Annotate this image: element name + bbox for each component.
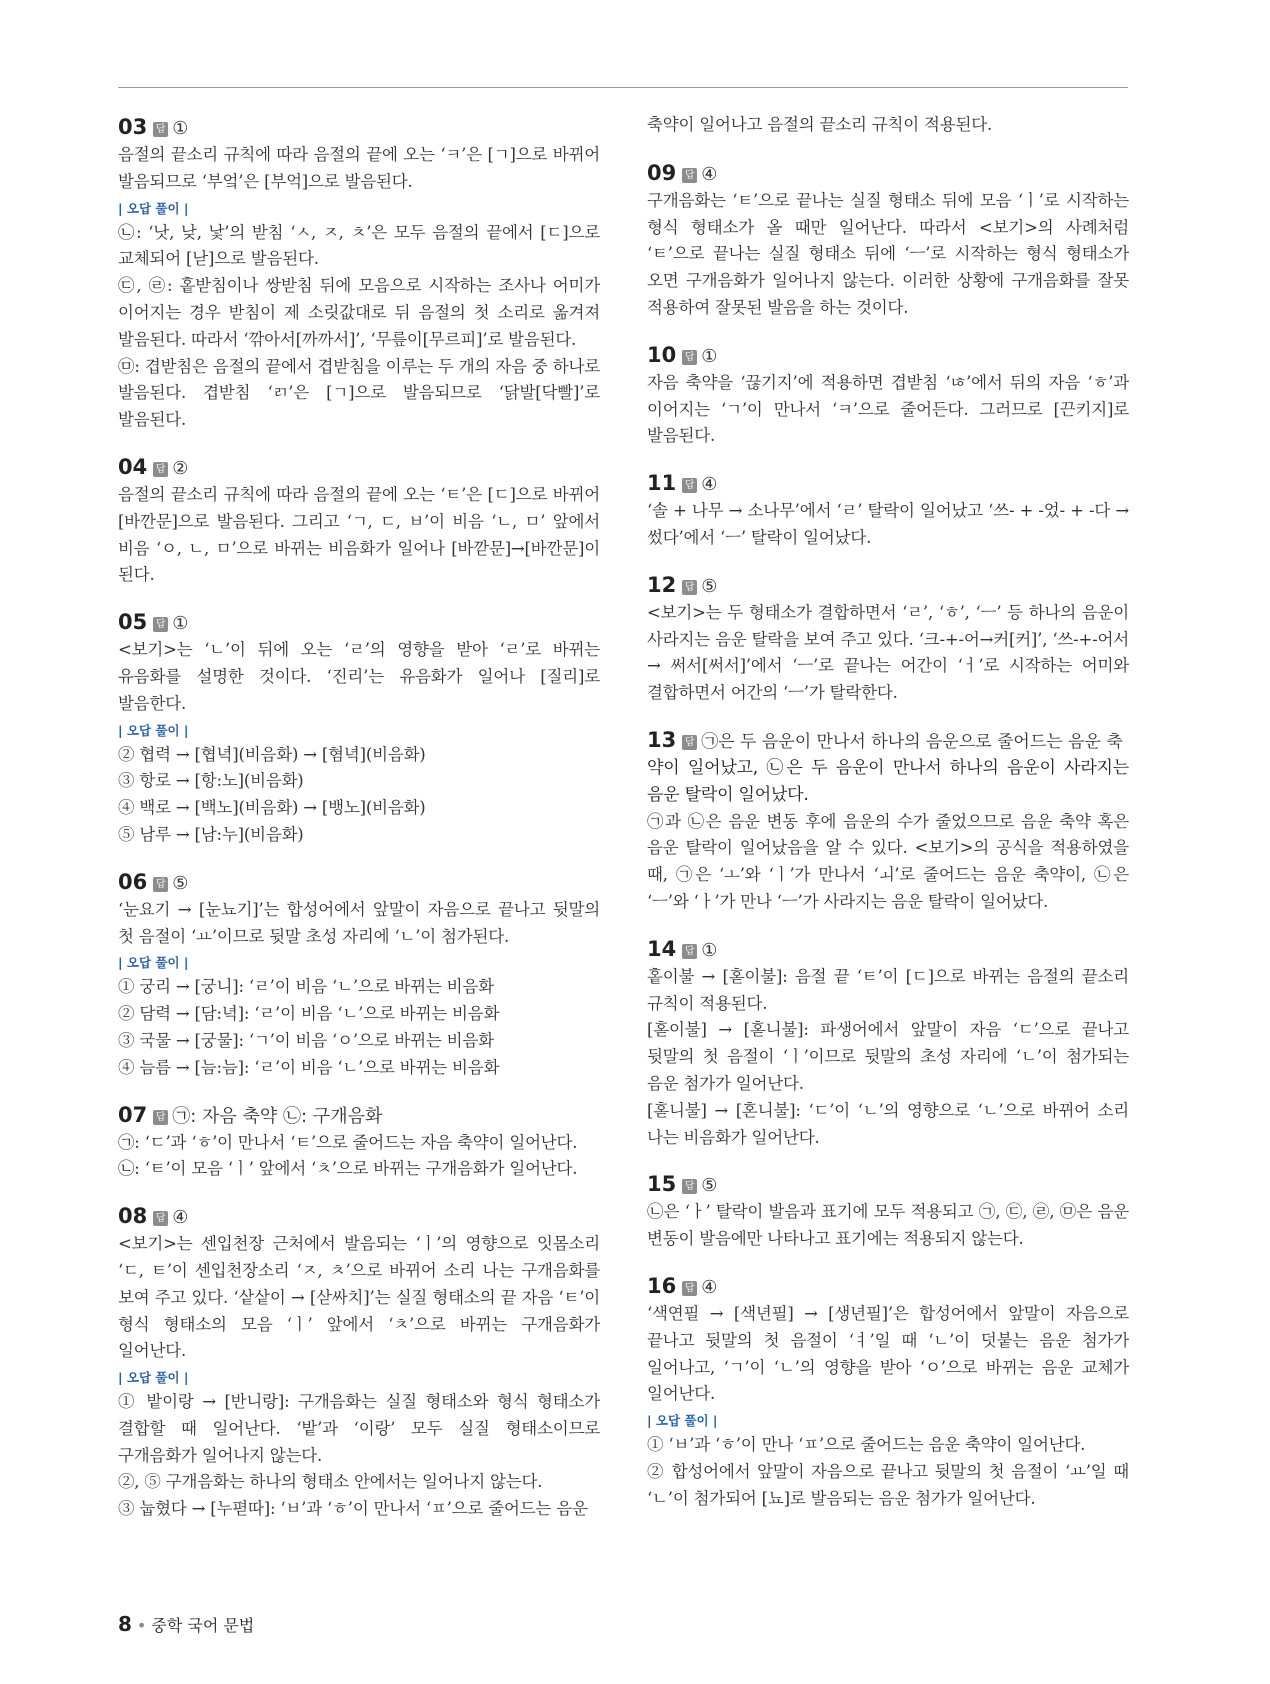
odap-item: ① ‘ㅂ’과 ‘ㅎ’이 만나 ‘ㅍ’으로 줄어드는 음운 축약이 일어난다. [647, 1435, 1086, 1455]
explanation: 구개음화는 ‘ㅌ’으로 끝나는 실질 형태소 뒤에 모음 ‘ㅣ’로 시작하는 형식 형태소가 올 때만 일어난다. 따라서 <보기>의 사례처럼 ‘ㅌ’으로 끝나는 실질 형태소 뒤에 ‘ㅡ’로 시작하는 형식 형태소가 오면 구개음화가 일어나지 않는다. 이러한 상황에 구개음화를 잘못 적용하여 잘못된 발음을 하는 것이다. [647, 190, 1129, 317]
question-header [647, 934, 1129, 964]
odap-item: ㉤: 겹받침은 음절의 끝에서 겹받침을 이루는 두 개의 자음 중 하나로 발음된다. 겹받침 ‘ㄺ’은 [ㄱ]으로 발음되므로 ‘닭발[닥빨]’로 발음된다. [118, 356, 600, 430]
question-header [647, 725, 1129, 755]
question-14 [647, 934, 1129, 1152]
question-09 [647, 158, 1129, 322]
explanation: ㉡은 ‘ㅏ’ 탈락이 발음과 표기에 모두 적용되고 ㉠, ㉢, ㉣, ㉤은 음운 변동이 발음에만 나타나고 표기에는 적용되지 않는다. [647, 1202, 1129, 1249]
odap-item: ⑤ 남루 → [남:누](비음화) [118, 824, 304, 844]
page-footer [118, 1612, 254, 1636]
odap-item: ④ 백로 → [백노](비음화) → [뱅노](비음화) [118, 798, 426, 818]
explanation-line: ㉠: ‘ㄷ’과 ‘ㅎ’이 만나서 ‘ㅌ’으로 줄어드는 자음 축약이 일어난다. [118, 1132, 578, 1152]
question-number: 12 [647, 572, 677, 597]
explanation: <보기>는 ‘ㄴ’이 뒤에 오는 ‘ㄹ’의 영향을 받아 ‘ㄹ’로 바뀌는 유음화를 설명한 것이다. ‘진리’는 유음화가 일어나 [질리]로 발음한다. [118, 640, 600, 713]
answer-badge: 답 [682, 478, 697, 493]
answer: ⑤ [172, 872, 189, 894]
odap-item: ② 담력 → [담:녁]: ‘ㄹ’이 비음 ‘ㄴ’으로 바뀌는 비음화 [118, 1004, 500, 1024]
odap-label: | 오답 풀이 | [647, 1413, 718, 1429]
explanation: [혿니불] → [혼니불]: ‘ㄷ’이 ‘ㄴ’의 영향으로 ‘ㄴ’으로 바뀌어 소리 나는 비음화가 일어난다. [647, 1100, 1129, 1147]
question-11 [647, 468, 1129, 552]
question-header [118, 112, 600, 142]
question-header [118, 452, 600, 482]
question-header [647, 1271, 1129, 1301]
question-header [647, 468, 1129, 498]
odap-item: ② 협력 → [협녁](비음화) → [혐녁](비음화) [118, 744, 426, 764]
question-06 [118, 867, 600, 1082]
answer-badge: 답 [682, 168, 697, 183]
odap-label: | 오답 풀이 | [118, 955, 189, 971]
right-column [647, 112, 1129, 1530]
answer: ㉠: 자음 축약 ㉡: 구개음화 [172, 1105, 383, 1127]
answer-badge: 답 [682, 350, 697, 365]
question-16 [647, 1271, 1129, 1513]
answer-badge: 답 [153, 1211, 168, 1226]
answer: ④ [701, 163, 718, 185]
question-05 [118, 607, 600, 849]
answer: ① [172, 118, 189, 139]
question-header [647, 340, 1129, 370]
odap-item: ㉡: ‘낫, 낮, 낯’의 받침 ‘ㅅ, ㅈ, ㅊ’은 모두 음절의 끝에서 [ㄷ]으로 교체되어 [낟]으로 발음된다. [118, 222, 600, 269]
question-number: 10 [647, 342, 677, 367]
question-number: 06 [118, 869, 148, 894]
question-header [118, 1201, 600, 1231]
answer-badge: 답 [682, 944, 697, 959]
answer: ④ [172, 1207, 189, 1229]
explanation: ‘눈요기 → [눈뇨기]’는 합성어에서 앞말이 자음으로 끝나고 뒷말의 첫 음절이 ‘ㅛ’이므로 뒷말 초성 자리에 ‘ㄴ’이 첨가된다. [118, 899, 600, 946]
odap-item: ③ 국물 → [궁물]: ‘ㄱ’이 비음 ‘ㅇ’으로 바뀌는 비음화 [118, 1030, 494, 1050]
answer-badge: 답 [682, 1179, 697, 1194]
answer-badge: 답 [153, 617, 168, 632]
question-number: 04 [118, 454, 148, 479]
explanation: <보기>는 센입천장 근처에서 발음되는 ‘ㅣ’의 영향으로 잇몸소리 ‘ㄷ, ㅌ’이 센입천장소리 ‘ㅈ, ㅊ’으로 바뀌어 소리 나는 구개음화를 보여 주고 있다. ‘샅샅이 → [삳싸치]’는 실질 형태소의 끝 자음 ‘ㅌ’이 형식 형태소의 모음 ‘ㅣ’ 앞에서 ‘ㅊ’으로 바뀌는 구개음화가 일어난다. [118, 1234, 600, 1361]
explanation: ‘색연필 → [색년필] → [생년필]’은 합성어에서 앞말이 자음으로 끝나고 뒷말의 첫 음절이 ‘ㅕ’일 때 ‘ㄴ’이 덧붙는 음운 첨가가 일어나고, ‘ㄱ’이 ‘ㄴ’의 영향을 받아 ‘ㅇ’으로 바뀌는 음운 교체가 일어난다. [647, 1303, 1129, 1404]
left-column [118, 112, 600, 1541]
explanation-line: ㉡: ‘ㅌ’이 모음 ‘ㅣ’ 앞에서 ‘ㅊ’으로 바뀌는 구개음화가 일어난다. [118, 1159, 578, 1179]
explanation: ‘솔 + 나무 → 소나무’에서 ‘ㄹ’ 탈락이 일어났고 ‘쓰- + -었- + -다 → 썼다’에서 ‘ㅡ’ 탈락이 일어났다. [647, 501, 1129, 547]
question-12 [647, 570, 1129, 707]
question-number: 03 [118, 115, 148, 139]
explanation: 홑이불 → [혿이불]: 음절 끝 ‘ㅌ’이 [ㄷ]으로 바뀌는 음절의 끝소리 규칙이 적용된다. [647, 966, 1129, 1013]
question-15 [647, 1169, 1129, 1253]
odap-item: ① 궁리 → [궁니]: ‘ㄹ’이 비음 ‘ㄴ’으로 바뀌는 비음화 [118, 977, 494, 997]
question-number: 05 [118, 610, 148, 635]
question-number: 09 [647, 160, 677, 185]
odap-item: ③ 눕혔다 → [누펻따]: ‘ㅂ’과 ‘ㅎ’이 만나서 ‘ㅍ’으로 줄어드는 음운 [118, 1499, 588, 1519]
answer: ① [172, 613, 189, 635]
question-number: 08 [118, 1204, 148, 1229]
odap-item: ④ 늠름 → [늠:늠]: ‘ㄹ’이 비음 ‘ㄴ’으로 바뀌는 비음화 [118, 1057, 500, 1077]
answer: ① [701, 939, 718, 961]
answer-badge: 답 [153, 1110, 168, 1125]
answer: ④ [701, 1276, 718, 1298]
answer: ⑤ [701, 575, 718, 597]
odap-label: | 오답 풀이 | [118, 722, 189, 738]
question-10 [647, 340, 1129, 450]
answer: ① [701, 345, 718, 367]
explanation: 음절의 끝소리 규칙에 따라 음절의 끝에 오는 ‘ㅋ’은 [ㄱ]으로 바뀌어 발음되므로 ‘부엌’은 [부억]으로 발음된다. [118, 145, 600, 191]
answer-badge: 답 [153, 877, 168, 892]
question-header [647, 570, 1129, 600]
question-number: 13 [647, 727, 677, 752]
odap-item: ③ 항로 → [항:노](비음화) [118, 771, 304, 791]
question-08-continued [647, 112, 1129, 139]
odap-item: ㉢, ㉣: 홑받침이나 쌍받침 뒤에 모음으로 시작하는 조사나 어미가 이어지는 경우 받침이 제 소릿값대로 뒤 음절의 첫 소리로 옮겨져 발음된다. 따라서 ‘깎아서[까까서]’, ‘무릎이[무르피]’로 발음된다. [118, 276, 600, 349]
answer: ⑤ [701, 1175, 718, 1197]
page-number: 8 [118, 1612, 132, 1636]
answer-badge: 답 [682, 580, 697, 595]
odap-label: | 오답 풀이 | [118, 1370, 189, 1386]
question-04 [118, 452, 600, 589]
explanation: [혿이불] → [혿니불]: 파생어에서 앞말이 자음 ‘ㄷ’으로 끝나고 뒷말의 첫 음절이 ‘ㅣ’이므로 뒷말의 초성 자리에 ‘ㄴ’이 첨가되는 음운 첨가가 일어난다. [647, 1020, 1129, 1093]
question-number: 14 [647, 936, 677, 961]
answer: ② [172, 457, 189, 479]
answer: ㉠은 두 음운이 만나서 하나의 음운으로 줄어드는 음운 축 [701, 731, 1123, 752]
question-07 [118, 1100, 600, 1184]
footer-separator: • [136, 1616, 147, 1635]
question-header [118, 607, 600, 637]
explanation: <보기>는 두 형태소가 결합하면서 ‘ㄹ’, ‘ㅎ’, ‘ㅡ’ 등 하나의 음운이 사라지는 음운 탈락을 보여 주고 있다. ‘크-+-어→커[커]’, ‘쓰-+-어서 → 써서[써서]’에서 ‘ㅡ’로 끝나는 어간이 ‘ㅓ’로 시작하는 어미와 결합하면서 어간의 ‘ㅡ’가 탈락한다. [647, 602, 1129, 703]
top-rule [118, 87, 1128, 88]
question-header [647, 1169, 1129, 1199]
book-title: 중학 국어 문법 [151, 1616, 255, 1635]
explanation: 자음 축약을 ‘끊기지’에 적용하면 겹받침 ‘ㄶ’에서 뒤의 자음 ‘ㅎ’과 이어지는 ‘ㄱ’이 만나서 ‘ㅋ’으로 줄어든다. 그러므로 [끈키지]로 발음된다. [647, 372, 1129, 446]
question-header [647, 158, 1129, 188]
question-header [118, 1100, 600, 1130]
explanation: ㉠과 ㉡은 음운 변동 후에 음운의 수가 줄었으므로 음운 축약 혹은 음운 탈락이 일어났음을 알 수 있다. <보기>의 공식을 적용하였을 때, ㉠은 ‘ㅗ’와 ‘ㅣ’가 만나서 ‘ㅚ’로 줄어드는 음운 축약이, ㉡은 ‘ㅡ’와 ‘ㅏ’가 만나 ‘ㅡ’가 사라지는 음운 탈락이 일어났다. [647, 811, 1129, 911]
question-number: 16 [647, 1273, 677, 1298]
question-number: 07 [118, 1102, 148, 1127]
answer: ④ [701, 474, 718, 496]
question-number: 15 [647, 1172, 677, 1197]
odap-item: ① 밭이랑 → [반니랑]: 구개음화는 실질 형태소와 형식 형태소가 결합할 때 일어난다. ‘밭’과 ‘이랑’ 모두 실질 형태소이므로 구개음화가 일어나지 않는다. [118, 1392, 600, 1465]
explanation-continued: 축약이 일어나고 음절의 끝소리 규칙이 적용된다. [647, 115, 993, 134]
odap-label: | 오답 풀이 | [118, 200, 189, 216]
answer-continued: 약이 일어났고, ㉡은 두 음운이 만나서 하나의 음운이 사라지는 음운 탈락이 일어났다. [647, 757, 1129, 805]
answer-badge: 답 [153, 462, 168, 477]
question-header [118, 867, 600, 897]
explanation: 음절의 끝소리 규칙에 따라 음절의 끝에 오는 ‘ㅌ’은 [ㄷ]으로 바뀌어 [바깐문]으로 발음된다. 그리고 ‘ㄱ, ㄷ, ㅂ’이 비음 ‘ㄴ, ㅁ’ 앞에서 비음 ‘ㅇ, ㄴ, ㅁ’으로 바뀌는 비음화가 일어나 [바깓문]→[바깐문]이 된다. [118, 484, 600, 585]
question-08 [118, 1201, 600, 1523]
question-03 [118, 112, 600, 434]
answer-badge: 답 [153, 122, 168, 137]
question-number: 11 [647, 471, 677, 496]
answer-badge: 답 [682, 1281, 697, 1296]
odap-item: ②, ⑤ 구개음화는 하나의 형태소 안에서는 일어나지 않는다. [118, 1472, 543, 1492]
odap-item: ② 합성어에서 앞말이 자음으로 끝나고 뒷말의 첫 음절이 ‘ㅛ’일 때 ‘ㄴ’이 첨가되어 [뇨]로 발음되는 음운 첨가가 일어난다. [647, 1461, 1129, 1508]
answer-badge: 답 [682, 735, 697, 750]
question-13 [647, 725, 1129, 916]
